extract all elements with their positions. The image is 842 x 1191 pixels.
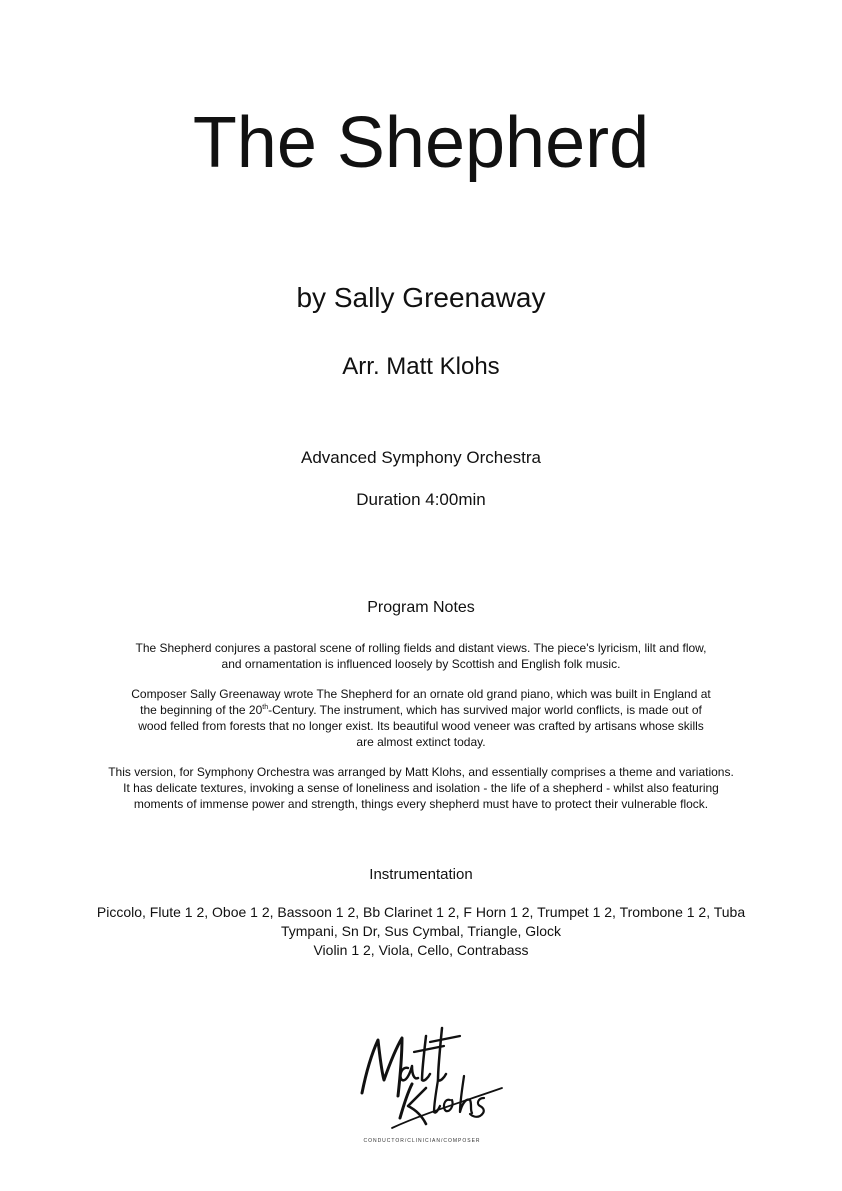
notes-line: -Century. The instrument, which has survived major world conflicts, is made out of: [268, 703, 702, 717]
instrumentation-heading: Instrumentation: [369, 866, 473, 883]
notes-line: are almost extinct today.: [356, 735, 486, 749]
notes-line: moments of immense power and strength, things every shepherd must have to protect their vulnerable flock.: [133, 797, 709, 811]
program-notes-heading: Program Notes: [367, 599, 475, 616]
instrumentation-list: [40, 903, 802, 960]
composer-credit: by Sally Greenaway: [296, 282, 546, 313]
notes-line: the beginning of the 20: [140, 703, 263, 717]
duration: Duration 4:00min: [356, 490, 486, 509]
logo-tagline: CONDUCTOR/CLINICIAN/COMPOSER: [363, 1138, 481, 1144]
instrumentation-line-strings: Violin 1 2, Viola, Cello, Contrabass: [313, 942, 529, 958]
notes-line: wood felled from forests that no longer exist. Its beautiful wood veneer was crafted by artisans whose skills: [138, 719, 704, 733]
ordinal-superscript: th: [262, 704, 269, 711]
program-notes-paragraph-1: [70, 640, 772, 672]
notes-line: and ornamentation is influenced loosely by Scottish and English folk music.: [221, 657, 621, 671]
program-notes-paragraph-3: [70, 764, 772, 812]
arranger-credit: Arr. Matt Klohs: [342, 353, 500, 380]
page-title: The Shepherd: [192, 103, 650, 183]
notes-line: It has delicate textures, invoking a sense of loneliness and isolation - the life of a shepherd - whilst also featuring: [123, 781, 719, 795]
program-notes: [70, 640, 772, 826]
instrumentation-line-winds-brass: Piccolo, Flute 1 2, Oboe 1 2, Bassoon 1 2, Bb Clarinet 1 2, F Horn 1 2, Trumpet 1 2, Trombone 1 2, Tuba: [96, 904, 746, 920]
program-notes-paragraph-2: [70, 686, 772, 750]
instrumentation-line-percussion: Tympani, Sn Dr, Sus Cymbal, Triangle, Glock: [280, 923, 562, 939]
notes-line: This version, for Symphony Orchestra was arranged by Matt Klohs, and essentially comprises a theme and variations.: [108, 765, 734, 779]
notes-line: The Shepherd conjures a pastoral scene of rolling fields and distant views. The piece's lyricism, lilt and flow,: [135, 641, 707, 655]
notes-line: Composer Sally Greenaway wrote The Shepherd for an ornate old grand piano, which was built in England at: [131, 687, 711, 701]
matt-klohs-signature-logo: [352, 1018, 512, 1148]
ensemble-level: Advanced Symphony Orchestra: [300, 448, 541, 467]
